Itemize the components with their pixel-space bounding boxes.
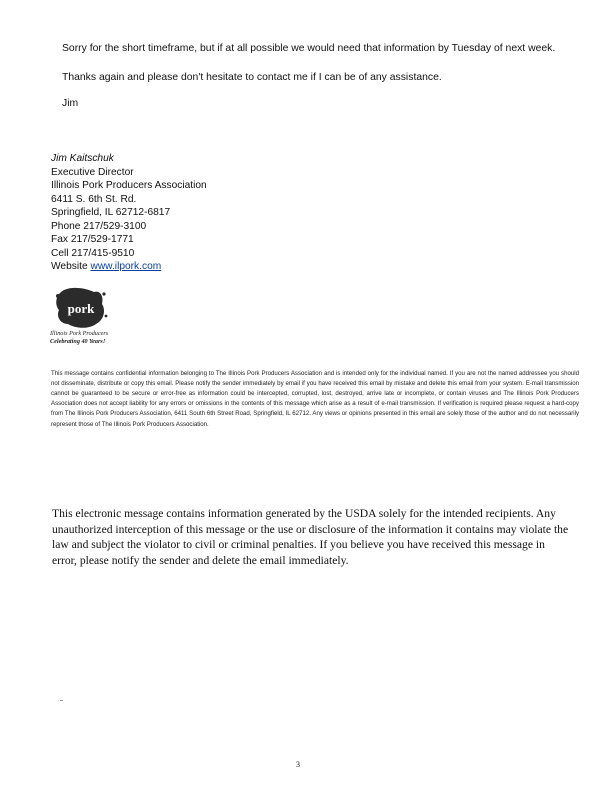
website-link[interactable]: www.ilpork.com xyxy=(90,261,162,272)
signature-organization: Illinois Pork Producers Association xyxy=(51,180,207,191)
email-signature xyxy=(51,152,207,274)
signature-title: Executive Director xyxy=(51,166,134,178)
email-body-line-2: Thanks again and please don't hesitate to contact me if I can be of any assistance. xyxy=(62,72,442,83)
signature-name: Jim Kaitschuk xyxy=(51,153,114,164)
signature-city: Springfield, IL 62712-6817 xyxy=(51,207,171,218)
page-number: 3 xyxy=(296,760,300,769)
logo-dot xyxy=(56,294,60,298)
logo-tagline-1: Illinois Pork Producers xyxy=(50,330,109,337)
logo-mark-text: pork xyxy=(67,301,95,316)
signature-phone: Phone 217/529-3100 xyxy=(51,220,147,232)
signature-fax: Fax 217/529-1771 xyxy=(51,234,134,245)
email-body-line-1: Sorry for the short timeframe, but if at all possible we would need that information by Tuesday of next week. xyxy=(62,43,556,54)
pork-logo-icon xyxy=(46,286,136,330)
pork-logo xyxy=(46,286,136,348)
stray-mark xyxy=(60,700,63,701)
website-label: Website xyxy=(51,261,88,272)
usda-notice: This electronic message contains information generated by the USDA solely for the intended recipients. Any unauthorized interception of this message or the use or disclosure of the information it contains may violate the law and subject the violator to civil or criminal penalties. If you believe you have received this message in error, please notify the sender and delete the email immediately. xyxy=(52,507,569,567)
signature-website xyxy=(51,260,207,274)
signature-cell: Cell 217/415-9510 xyxy=(51,247,135,259)
signature-street: 6411 S. 6th St. Rd. xyxy=(51,193,137,205)
logo-dot xyxy=(102,292,105,295)
sign-off: Jim xyxy=(62,98,79,109)
logo-dot xyxy=(105,315,108,318)
confidentiality-disclaimer: This message contains confidential information belonging to The Illinois Pork Producers Association and is intended only for the individual named. If you are not the named addressee you should not disseminate, distribute or copy this email. Please notify the sender immediately by email if you have received this email by mistake and delete this email from your system. E-mail transmission cannot be guaranteed to be secure or error-free as information could be intercepted, corrupted, lost, destroyed, arrive late or incomplete, or contain viruses and The Illinois Pork Producers Association does not accept liability for any errors or omissions in the contents of this message which arise as a result of e-mail transmission. If verification is required please request a hard-copy from The Illinois Pork Producers Association, 6411 South 6th Street Road, Springfield, IL 62712. Any views or opinions presented in this email are solely those of the author and do not necessarily represent those of The Illinois Pork Producers Association. xyxy=(51,370,579,428)
logo-tagline-2: Celebrating 40 Years! xyxy=(50,338,106,345)
